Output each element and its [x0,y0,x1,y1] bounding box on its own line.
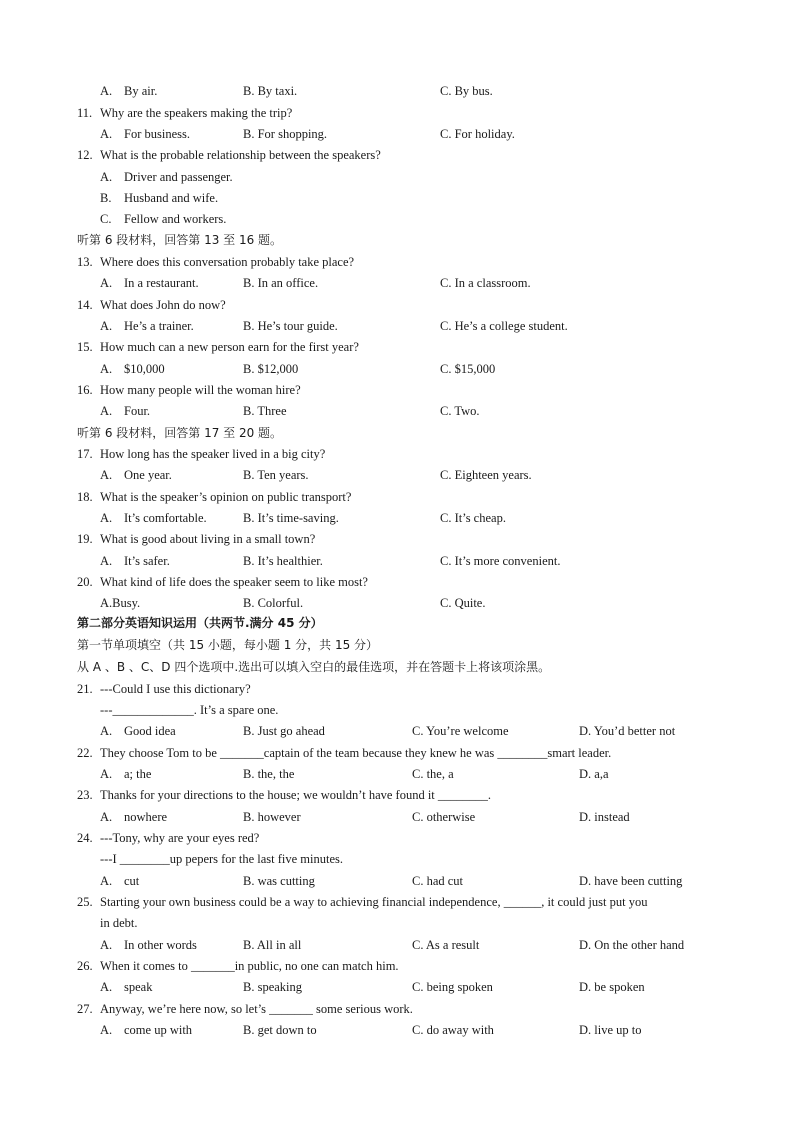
question-text: When it comes to _______in public, no one can match him. [100,959,399,973]
option-row [0,401,794,423]
option-row [0,1020,794,1042]
option-b: B. Just go ahead [243,724,325,738]
option-a-text: speak [124,980,153,994]
question-number: 21. [77,682,93,696]
option-b: B. Three [243,404,287,418]
question-text: Anyway, we’re here now, so let’s _______ some serious work. [100,1002,413,1016]
option-c: C. being spoken [412,980,493,994]
option-label: B. [100,191,112,205]
question-number: 24. [77,831,93,845]
option-row [0,316,794,338]
option-row [0,721,794,743]
question-line [0,999,794,1021]
question-line [0,380,794,402]
option-text: Husband and wife. [124,191,219,205]
option-a-label: A. [100,810,113,824]
question-text: Where does this conversation probably take place? [100,255,355,269]
part-heading-text: 第二部分英语知识运用（共两节.满分 45 分） [77,616,323,630]
question-number: 19. [77,532,93,546]
option-a-label: A. [100,874,113,888]
option-a-label: A. [100,554,113,568]
option-d: D. instead [579,810,630,824]
option-a-label: A.Busy. [100,596,141,610]
option-b: B. get down to [243,1023,317,1037]
option-a-label: A. [100,938,113,952]
question-line [0,679,794,701]
question-number: 12. [77,148,93,162]
question-number: 23. [77,788,93,802]
question-line [0,444,794,466]
question-line [0,743,794,765]
question-text: How long has the speaker lived in a big city? [100,447,326,461]
option-c: C. By bus. [440,84,493,98]
question-text: What is good about living in a small town? [100,532,316,546]
option-row [0,593,794,615]
option-a-label: A. [100,1023,113,1037]
option-line [0,188,794,210]
option-a-text: cut [124,874,140,888]
question-number: 13. [77,255,93,269]
option-d: D. On the other hand [579,938,685,952]
option-b: B. It’s time-saving. [243,511,339,525]
option-label: C. [100,212,112,226]
option-a-text: One year. [124,468,172,482]
question-text: Thanks for your directions to the house; we wouldn’t have found it ________. [100,788,492,802]
option-c: C. It’s more convenient. [440,554,561,568]
part-heading [0,613,794,635]
question-line [0,103,794,125]
question-line [0,956,794,978]
option-a-label: A. [100,84,113,98]
question-number: 15. [77,340,93,354]
question-line [0,252,794,274]
option-c: C. do away with [412,1023,494,1037]
option-a-label: A. [100,362,113,376]
option-c: C. For holiday. [440,127,515,141]
option-c: C. otherwise [412,810,476,824]
question-text: in debt. [100,916,138,930]
section-instruction [0,230,794,252]
option-text: Fellow and workers. [124,212,227,226]
option-a-label: A. [100,404,113,418]
question-text: What is the probable relationship between the speakers? [100,148,381,162]
question-number: 22. [77,746,93,760]
option-b: B. For shopping. [243,127,328,141]
question-line [0,529,794,551]
option-text: Driver and passenger. [124,170,233,184]
option-row [0,551,794,573]
option-b: B. was cutting [243,874,315,888]
option-line [0,209,794,231]
option-a-label: A. [100,319,113,333]
option-line [0,167,794,189]
question-text: What is the speaker’s opinion on public transport? [100,490,352,504]
option-b: B. Ten years. [243,468,309,482]
question-line [0,487,794,509]
option-b: B. By taxi. [243,84,298,98]
question-number: 11. [77,106,93,120]
question-number: 18. [77,490,93,504]
question-number: 27. [77,1002,93,1016]
option-c: C. You’re welcome [412,724,509,738]
section-text: 第一节单项填空（共 15 小题，每小题 1 分，共 15 分） [77,638,379,652]
option-a-text: It’s safer. [124,554,170,568]
question-text: How many people will the woman hire? [100,383,301,397]
question-number: 25. [77,895,93,909]
section-text: 从 A 、B 、C、D 四个选项中.选出可以填入空白的最佳选项，并在答题卡上将该项涂黑。 [77,660,551,674]
question-text: They choose Tom to be _______captain of the team because they knew he was ________smart leader. [100,746,612,760]
question-text: What does John do now? [100,298,226,312]
option-row [0,935,794,957]
question-text: ---Tony, why are your eyes red? [100,831,260,845]
option-b: B. It’s healthier. [243,554,323,568]
option-b: B. Colorful. [243,596,304,610]
question-line [0,337,794,359]
question-text: ---I ________up pepers for the last five minutes. [100,852,343,866]
option-c: C. It’s cheap. [440,511,506,525]
option-row [0,81,794,103]
option-a-text: Good idea [124,724,176,738]
option-a-label: A. [100,127,113,141]
option-d: D. have been cutting [579,874,683,888]
option-b: B. All in all [243,938,302,952]
option-c: C. had cut [412,874,464,888]
option-b: B. He’s tour guide. [243,319,338,333]
section-instruction [0,423,794,445]
question-number: 17. [77,447,93,461]
option-a-text: For business. [124,127,190,141]
option-row [0,871,794,893]
option-c: C. Quite. [440,596,486,610]
option-a-text: $10,000 [124,362,165,376]
option-c: C. Two. [440,404,480,418]
question-text: Starting your own business could be a way to achieving financial independence, ______, it could just put you [100,895,648,909]
option-c: C. As a result [412,938,480,952]
section-text: 听第 6 段材料，回答第 13 至 16 题。 [77,233,283,247]
option-a-text: nowhere [124,810,168,824]
option-a-label: A. [100,724,113,738]
question-text: How much can a new person earn for the first year? [100,340,359,354]
option-row [0,977,794,999]
option-a-label: A. [100,511,113,525]
option-row [0,508,794,530]
section-text: 听第 6 段材料，回答第 17 至 20 题。 [77,426,283,440]
question-continuation [0,849,794,871]
option-c: C. Eighteen years. [440,468,532,482]
option-d: D. You’d better not [579,724,676,738]
option-a-text: By air. [124,84,158,98]
option-d: D. be spoken [579,980,645,994]
option-a-label: A. [100,276,113,290]
option-b: B. $12,000 [243,362,299,376]
option-a-text: He’s a trainer. [124,319,194,333]
question-line [0,572,794,594]
option-c: C. In a classroom. [440,276,531,290]
option-b: B. however [243,810,301,824]
question-line [0,892,794,914]
option-a-label: A. [100,767,113,781]
question-number: 16. [77,383,93,397]
option-row [0,124,794,146]
option-d: D. live up to [579,1023,642,1037]
option-a-text: a; the [124,767,152,781]
section-instruction [0,635,794,657]
question-line [0,145,794,167]
option-a-text: Four. [124,404,151,418]
question-number: 20. [77,575,93,589]
option-row [0,807,794,829]
question-continuation [0,913,794,935]
option-a-text: In a restaurant. [124,276,199,290]
option-c: C. $15,000 [440,362,496,376]
option-row [0,465,794,487]
option-c: C. He’s a college student. [440,319,568,333]
option-b: B. the, the [243,767,295,781]
question-text: Why are the speakers making the trip? [100,106,293,120]
option-a-text: In other words [124,938,197,952]
question-number: 26. [77,959,93,973]
question-number: 14. [77,298,93,312]
question-line [0,828,794,850]
option-row [0,273,794,295]
question-text: What kind of life does the speaker seem to like most? [100,575,368,589]
option-a-label: A. [100,468,113,482]
question-text: ---_____________. It’s a spare one. [100,703,279,717]
option-label: A. [100,170,113,184]
section-instruction [0,657,794,679]
option-c: C. the, a [412,767,454,781]
option-a-text: It’s comfortable. [124,511,207,525]
option-row [0,359,794,381]
option-b: B. In an office. [243,276,319,290]
question-line [0,295,794,317]
question-line [0,785,794,807]
option-a-label: A. [100,980,113,994]
option-d: D. a,a [579,767,609,781]
option-b: B. speaking [243,980,303,994]
option-row [0,764,794,786]
question-text: ---Could I use this dictionary? [100,682,251,696]
question-continuation [0,700,794,722]
option-a-text: come up with [124,1023,193,1037]
